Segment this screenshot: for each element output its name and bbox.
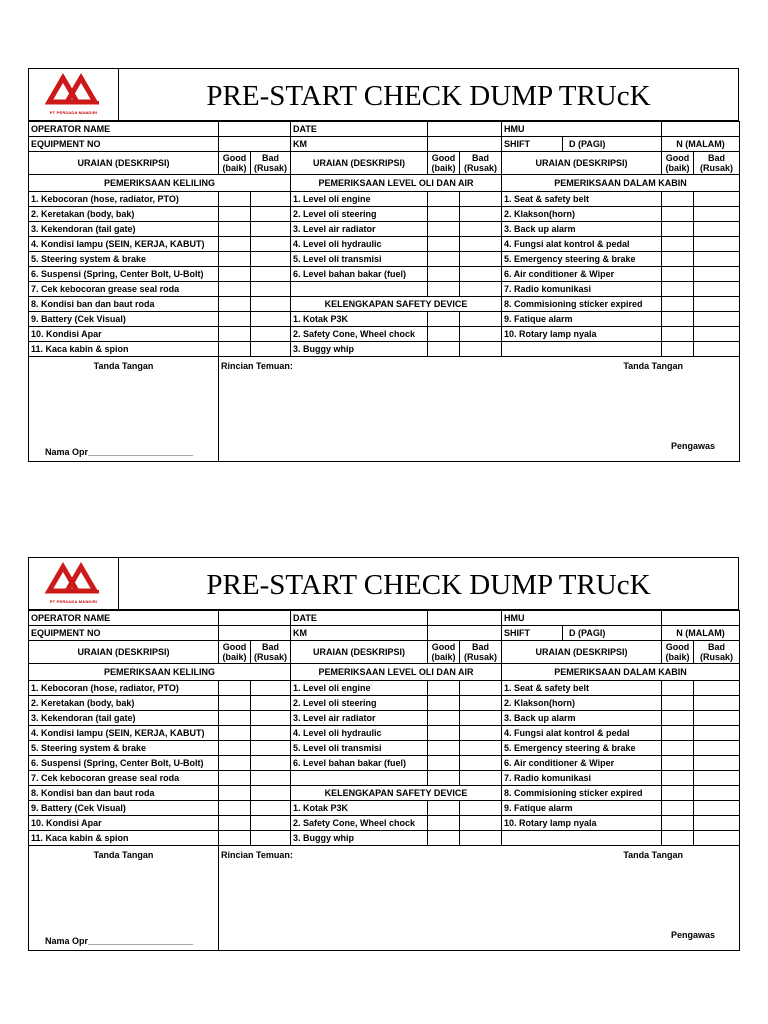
keliling-bad-checkbox[interactable] [251, 192, 291, 207]
logo-text: PT PERSADA MANDIRI [49, 110, 98, 115]
keliling-item-label: 8. Kondisi ban dan baut roda [29, 297, 219, 312]
safety-good-checkbox[interactable] [428, 327, 460, 342]
bad-header-3: Bad (Rusak) [694, 641, 740, 664]
good-header-2: Good (baik) [428, 641, 460, 664]
level-oli-bad-checkbox[interactable] [460, 726, 502, 741]
uraian-header-3: URAIAN (DESKRIPSI) [502, 641, 662, 664]
level-oli-good-checkbox[interactable] [428, 711, 460, 726]
dalam-kabin-item-label: 2. Klakson(horn) [502, 207, 662, 222]
dalam-kabin-item-label: 8. Commisioning sticker expired [502, 786, 662, 801]
keliling-bad-checkbox[interactable] [251, 282, 291, 297]
level-oli-item-label: 2. Level oli steering [291, 207, 428, 222]
level-oli-good-checkbox[interactable] [428, 222, 460, 237]
operator-signature-area[interactable] [29, 846, 219, 951]
keliling-bad-checkbox[interactable] [251, 696, 291, 711]
safety-item-label: 3. Buggy whip [291, 342, 428, 357]
dalam-kabin-good-checkbox[interactable] [662, 312, 694, 327]
keliling-item-label: 4. Kondisi lampu (SEIN, KERJA, KABUT) [29, 726, 219, 741]
operator-name-line: Nama Opr_____________________ [45, 447, 194, 457]
dalam-kabin-good-checkbox[interactable] [662, 192, 694, 207]
level-oli-item-label: 1. Level oli engine [291, 681, 428, 696]
findings-area[interactable] [219, 846, 740, 951]
safety-bad-checkbox[interactable] [460, 831, 502, 846]
dalam-kabin-bad-checkbox[interactable] [694, 801, 740, 816]
safety-good-checkbox[interactable] [428, 816, 460, 831]
operator-signature-area[interactable] [29, 357, 219, 462]
safety-good-checkbox[interactable] [428, 831, 460, 846]
keliling-bad-checkbox[interactable] [251, 267, 291, 282]
shift-night-option[interactable]: N (MALAM) [662, 137, 740, 152]
dalam-kabin-item-label: 8. Commisioning sticker expired [502, 297, 662, 312]
dalam-kabin-good-checkbox[interactable] [662, 681, 694, 696]
safety-item-label: 2. Safety Cone, Wheel chock [291, 816, 428, 831]
dalam-kabin-item-label: 7. Radio komunikasi [502, 282, 662, 297]
equipment-no-label: EQUIPMENT NO [29, 626, 219, 641]
section-title-dalam-kabin: PEMERIKSAAN DALAM KABIN [502, 664, 740, 681]
operator-name-label: OPERATOR NAME [29, 122, 219, 137]
shift-label: SHIFT [502, 137, 563, 151]
keliling-good-checkbox[interactable] [219, 192, 251, 207]
level-oli-bad-checkbox[interactable] [460, 252, 502, 267]
level-oli-bad-checkbox[interactable] [460, 741, 502, 756]
keliling-good-checkbox[interactable] [219, 831, 251, 846]
keliling-good-checkbox[interactable] [219, 696, 251, 711]
date-label: DATE [291, 122, 428, 137]
dalam-kabin-good-checkbox[interactable] [662, 786, 694, 801]
keliling-good-checkbox[interactable] [219, 282, 251, 297]
equipment-no-field[interactable] [219, 137, 291, 152]
level-oli-good-checkbox[interactable] [428, 237, 460, 252]
bad-header-2: Bad (Rusak) [460, 152, 502, 175]
supervisor-label: Pengawas [670, 441, 715, 451]
level-oli-item-label: 6. Level bahan bakar (fuel) [291, 267, 428, 282]
keliling-item-label: 9. Battery (Cek Visual) [29, 801, 219, 816]
hmu-label: HMU [502, 611, 662, 626]
findings-area[interactable] [219, 357, 740, 462]
findings-label: Rincian Temuan: [221, 361, 293, 371]
safety-item-label: 3. Buggy whip [291, 831, 428, 846]
dalam-kabin-bad-checkbox[interactable] [694, 726, 740, 741]
keliling-good-checkbox[interactable] [219, 312, 251, 327]
operator-signature-label: Tanda Tangan [93, 850, 154, 860]
level-oli-empty-bad [460, 282, 502, 297]
section-title-keliling: PEMERIKSAAN KELILING [29, 175, 291, 192]
dalam-kabin-bad-checkbox[interactable] [694, 756, 740, 771]
level-oli-bad-checkbox[interactable] [460, 237, 502, 252]
dalam-kabin-empty-bad [694, 342, 740, 357]
dalam-kabin-bad-checkbox[interactable] [694, 786, 740, 801]
dalam-kabin-good-checkbox[interactable] [662, 771, 694, 786]
level-oli-bad-checkbox[interactable] [460, 711, 502, 726]
level-oli-bad-checkbox[interactable] [460, 756, 502, 771]
safety-bad-checkbox[interactable] [460, 342, 502, 357]
uraian-header-2: URAIAN (DESKRIPSI) [291, 152, 428, 175]
keliling-item-label: 2. Keretakan (body, bak) [29, 696, 219, 711]
keliling-good-checkbox[interactable] [219, 741, 251, 756]
form-header [28, 557, 739, 610]
dalam-kabin-bad-checkbox[interactable] [694, 816, 740, 831]
keliling-item-label: 6. Suspensi (Spring, Center Bolt, U-Bolt) [29, 267, 219, 282]
keliling-good-checkbox[interactable] [219, 681, 251, 696]
dalam-kabin-item-label: 5. Emergency steering & brake [502, 252, 662, 267]
safety-item-label: 1. Kotak P3K [291, 801, 428, 816]
shift-cell [502, 137, 662, 152]
keliling-bad-checkbox[interactable] [251, 297, 291, 312]
company-logo [29, 69, 119, 121]
keliling-good-checkbox[interactable] [219, 222, 251, 237]
keliling-bad-checkbox[interactable] [251, 312, 291, 327]
dalam-kabin-empty-row [502, 342, 662, 357]
keliling-item-label: 11. Kaca kabin & spion [29, 831, 219, 846]
uraian-header-1: URAIAN (DESKRIPSI) [29, 152, 219, 175]
dalam-kabin-item-label: 10. Rotary lamp nyala [502, 816, 662, 831]
dalam-kabin-bad-checkbox[interactable] [694, 252, 740, 267]
keliling-bad-checkbox[interactable] [251, 726, 291, 741]
keliling-bad-checkbox[interactable] [251, 741, 291, 756]
dalam-kabin-bad-checkbox[interactable] [694, 711, 740, 726]
keliling-good-checkbox[interactable] [219, 756, 251, 771]
dalam-kabin-good-checkbox[interactable] [662, 696, 694, 711]
dalam-kabin-item-label: 1. Seat & safety belt [502, 681, 662, 696]
keliling-item-label: 10. Kondisi Apar [29, 816, 219, 831]
dalam-kabin-item-label: 4. Fungsi alat kontrol & pedal [502, 726, 662, 741]
safety-bad-checkbox[interactable] [460, 312, 502, 327]
keliling-bad-checkbox[interactable] [251, 237, 291, 252]
dalam-kabin-item-label: 3. Back up alarm [502, 711, 662, 726]
dalam-kabin-bad-checkbox[interactable] [694, 282, 740, 297]
keliling-item-label: 2. Keretakan (body, bak) [29, 207, 219, 222]
km-field[interactable] [428, 137, 502, 152]
shift-day-option[interactable]: D (PAGI) [569, 139, 606, 149]
operator-name-field[interactable] [219, 611, 291, 626]
uraian-header-2: URAIAN (DESKRIPSI) [291, 641, 428, 664]
shift-label: SHIFT [502, 626, 563, 640]
dalam-kabin-good-checkbox[interactable] [662, 282, 694, 297]
supervisor-signature-label: Tanda Tangan [623, 361, 683, 371]
dalam-kabin-item-label: 1. Seat & safety belt [502, 192, 662, 207]
operator-name-field[interactable] [219, 122, 291, 137]
dalam-kabin-empty-bad [694, 831, 740, 846]
dalam-kabin-bad-checkbox[interactable] [694, 327, 740, 342]
good-header-2: Good (baik) [428, 152, 460, 175]
dalam-kabin-item-label: 2. Klakson(horn) [502, 696, 662, 711]
level-oli-item-label: 6. Level bahan bakar (fuel) [291, 756, 428, 771]
safety-bad-checkbox[interactable] [460, 801, 502, 816]
level-oli-good-checkbox[interactable] [428, 756, 460, 771]
date-field[interactable] [428, 611, 502, 626]
safety-item-label: 1. Kotak P3K [291, 312, 428, 327]
keliling-bad-checkbox[interactable] [251, 816, 291, 831]
dalam-kabin-good-checkbox[interactable] [662, 252, 694, 267]
keliling-bad-checkbox[interactable] [251, 756, 291, 771]
keliling-bad-checkbox[interactable] [251, 831, 291, 846]
dalam-kabin-bad-checkbox[interactable] [694, 312, 740, 327]
keliling-good-checkbox[interactable] [219, 801, 251, 816]
keliling-good-checkbox[interactable] [219, 327, 251, 342]
form-header [28, 68, 739, 121]
keliling-item-label: 9. Battery (Cek Visual) [29, 312, 219, 327]
safety-item-label: 2. Safety Cone, Wheel chock [291, 327, 428, 342]
dalam-kabin-item-label: 6. Air conditioner & Wiper [502, 267, 662, 282]
keliling-item-label: 1. Kebocoran (hose, radiator, PTO) [29, 192, 219, 207]
level-oli-item-label: 5. Level oli transmisi [291, 741, 428, 756]
safety-good-checkbox[interactable] [428, 801, 460, 816]
level-oli-item-label: 4. Level oli hydraulic [291, 237, 428, 252]
dalam-kabin-good-checkbox[interactable] [662, 222, 694, 237]
shift-day-option[interactable]: D (PAGI) [569, 628, 606, 638]
keliling-good-checkbox[interactable] [219, 711, 251, 726]
checklist-items [29, 681, 740, 846]
level-oli-good-checkbox[interactable] [428, 696, 460, 711]
level-oli-bad-checkbox[interactable] [460, 267, 502, 282]
safety-good-checkbox[interactable] [428, 312, 460, 327]
section-title-safety-device: KELENGKAPAN SAFETY DEVICE [291, 297, 502, 312]
dalam-kabin-bad-checkbox[interactable] [694, 741, 740, 756]
hmu-field[interactable] [662, 611, 740, 626]
dalam-kabin-bad-checkbox[interactable] [694, 771, 740, 786]
level-oli-good-checkbox[interactable] [428, 252, 460, 267]
dalam-kabin-bad-checkbox[interactable] [694, 207, 740, 222]
level-oli-item-label: 4. Level oli hydraulic [291, 726, 428, 741]
equipment-no-field[interactable] [219, 626, 291, 641]
checklist-form-2 [28, 557, 739, 951]
level-oli-empty-good [428, 771, 460, 786]
form-body [28, 610, 740, 951]
keliling-good-checkbox[interactable] [219, 786, 251, 801]
form-body [28, 121, 740, 462]
section-title-safety-device: KELENGKAPAN SAFETY DEVICE [291, 786, 502, 801]
keliling-good-checkbox[interactable] [219, 342, 251, 357]
date-label: DATE [291, 611, 428, 626]
supervisor-signature-label: Tanda Tangan [623, 850, 683, 860]
keliling-item-label: 7. Cek kebocoran grease seal roda [29, 771, 219, 786]
keliling-bad-checkbox[interactable] [251, 327, 291, 342]
keliling-item-label: 6. Suspensi (Spring, Center Bolt, U-Bolt) [29, 756, 219, 771]
level-oli-item-label: 5. Level oli transmisi [291, 252, 428, 267]
dalam-kabin-item-label: 5. Emergency steering & brake [502, 741, 662, 756]
dalam-kabin-good-checkbox[interactable] [662, 327, 694, 342]
dalam-kabin-good-checkbox[interactable] [662, 711, 694, 726]
level-oli-bad-checkbox[interactable] [460, 192, 502, 207]
level-oli-bad-checkbox[interactable] [460, 681, 502, 696]
operator-name-line: Nama Opr_____________________ [45, 936, 194, 946]
good-header-1: Good (baik) [219, 641, 251, 664]
form-title: PRE-START CHECK DUMP TRUcK [119, 558, 739, 610]
dalam-kabin-item-label: 6. Air conditioner & Wiper [502, 756, 662, 771]
uraian-header-1: URAIAN (DESKRIPSI) [29, 641, 219, 664]
km-field[interactable] [428, 626, 502, 641]
section-title-dalam-kabin: PEMERIKSAAN DALAM KABIN [502, 175, 740, 192]
bad-header-1: Bad (Rusak) [251, 152, 291, 175]
keliling-bad-checkbox[interactable] [251, 222, 291, 237]
operator-name-label: OPERATOR NAME [29, 611, 219, 626]
section-title-level-oli: PEMERIKSAAN LEVEL OLI DAN AIR [291, 664, 502, 681]
keliling-item-label: 8. Kondisi ban dan baut roda [29, 786, 219, 801]
level-oli-empty-row [291, 282, 428, 297]
level-oli-empty-row [291, 771, 428, 786]
keliling-good-checkbox[interactable] [219, 267, 251, 282]
shift-night-option[interactable]: N (MALAM) [662, 626, 740, 641]
keliling-bad-checkbox[interactable] [251, 711, 291, 726]
dalam-kabin-empty-row [502, 831, 662, 846]
keliling-item-label: 4. Kondisi lampu (SEIN, KERJA, KABUT) [29, 237, 219, 252]
date-field[interactable] [428, 122, 502, 137]
level-oli-good-checkbox[interactable] [428, 741, 460, 756]
level-oli-good-checkbox[interactable] [428, 681, 460, 696]
level-oli-empty-good [428, 282, 460, 297]
dalam-kabin-good-checkbox[interactable] [662, 207, 694, 222]
level-oli-good-checkbox[interactable] [428, 207, 460, 222]
logo-triangles-icon [45, 561, 103, 595]
level-oli-item-label: 3. Level air radiator [291, 711, 428, 726]
keliling-bad-checkbox[interactable] [251, 207, 291, 222]
keliling-good-checkbox[interactable] [219, 252, 251, 267]
keliling-item-label: 10. Kondisi Apar [29, 327, 219, 342]
dalam-kabin-item-label: 9. Fatique alarm [502, 312, 662, 327]
dalam-kabin-good-checkbox[interactable] [662, 267, 694, 282]
keliling-item-label: 3. Kekendoran (tail gate) [29, 711, 219, 726]
keliling-item-label: 1. Kebocoran (hose, radiator, PTO) [29, 681, 219, 696]
dalam-kabin-bad-checkbox[interactable] [694, 222, 740, 237]
level-oli-item-label: 3. Level air radiator [291, 222, 428, 237]
keliling-item-label: 3. Kekendoran (tail gate) [29, 222, 219, 237]
level-oli-empty-bad [460, 771, 502, 786]
level-oli-bad-checkbox[interactable] [460, 222, 502, 237]
shift-cell [502, 626, 662, 641]
good-header-1: Good (baik) [219, 152, 251, 175]
keliling-good-checkbox[interactable] [219, 726, 251, 741]
safety-good-checkbox[interactable] [428, 342, 460, 357]
level-oli-good-checkbox[interactable] [428, 192, 460, 207]
keliling-bad-checkbox[interactable] [251, 771, 291, 786]
dalam-kabin-item-label: 7. Radio komunikasi [502, 771, 662, 786]
dalam-kabin-item-label: 4. Fungsi alat kontrol & pedal [502, 237, 662, 252]
dalam-kabin-good-checkbox[interactable] [662, 297, 694, 312]
hmu-field[interactable] [662, 122, 740, 137]
safety-bad-checkbox[interactable] [460, 327, 502, 342]
keliling-good-checkbox[interactable] [219, 816, 251, 831]
uraian-header-3: URAIAN (DESKRIPSI) [502, 152, 662, 175]
dalam-kabin-empty-good [662, 831, 694, 846]
bad-header-3: Bad (Rusak) [694, 152, 740, 175]
keliling-item-label: 7. Cek kebocoran grease seal roda [29, 282, 219, 297]
keliling-bad-checkbox[interactable] [251, 801, 291, 816]
level-oli-item-label: 2. Level oli steering [291, 696, 428, 711]
dalam-kabin-good-checkbox[interactable] [662, 741, 694, 756]
keliling-bad-checkbox[interactable] [251, 252, 291, 267]
checklist-items [29, 192, 740, 357]
dalam-kabin-item-label: 9. Fatique alarm [502, 801, 662, 816]
level-oli-good-checkbox[interactable] [428, 267, 460, 282]
dalam-kabin-bad-checkbox[interactable] [694, 696, 740, 711]
level-oli-bad-checkbox[interactable] [460, 696, 502, 711]
company-logo [29, 558, 119, 610]
dalam-kabin-good-checkbox[interactable] [662, 756, 694, 771]
bad-header-1: Bad (Rusak) [251, 641, 291, 664]
dalam-kabin-good-checkbox[interactable] [662, 726, 694, 741]
keliling-bad-checkbox[interactable] [251, 681, 291, 696]
logo-triangles-icon [45, 72, 103, 106]
keliling-bad-checkbox[interactable] [251, 786, 291, 801]
km-label: KM [291, 137, 428, 152]
level-oli-bad-checkbox[interactable] [460, 207, 502, 222]
section-title-keliling: PEMERIKSAAN KELILING [29, 664, 291, 681]
dalam-kabin-item-label: 10. Rotary lamp nyala [502, 327, 662, 342]
good-header-3: Good (baik) [662, 152, 694, 175]
keliling-good-checkbox[interactable] [219, 297, 251, 312]
keliling-good-checkbox[interactable] [219, 237, 251, 252]
hmu-label: HMU [502, 122, 662, 137]
level-oli-item-label: 1. Level oli engine [291, 192, 428, 207]
dalam-kabin-bad-checkbox[interactable] [694, 681, 740, 696]
dalam-kabin-bad-checkbox[interactable] [694, 192, 740, 207]
keliling-item-label: 5. Steering system & brake [29, 741, 219, 756]
equipment-no-label: EQUIPMENT NO [29, 137, 219, 152]
keliling-good-checkbox[interactable] [219, 207, 251, 222]
keliling-item-label: 11. Kaca kabin & spion [29, 342, 219, 357]
dalam-kabin-bad-checkbox[interactable] [694, 237, 740, 252]
dalam-kabin-good-checkbox[interactable] [662, 816, 694, 831]
dalam-kabin-bad-checkbox[interactable] [694, 267, 740, 282]
findings-label: Rincian Temuan: [221, 850, 293, 860]
keliling-good-checkbox[interactable] [219, 771, 251, 786]
logo-text: PT PERSADA MANDIRI [49, 599, 98, 604]
section-title-level-oli: PEMERIKSAAN LEVEL OLI DAN AIR [291, 175, 502, 192]
dalam-kabin-bad-checkbox[interactable] [694, 297, 740, 312]
dalam-kabin-empty-good [662, 342, 694, 357]
level-oli-good-checkbox[interactable] [428, 726, 460, 741]
safety-bad-checkbox[interactable] [460, 816, 502, 831]
bad-header-2: Bad (Rusak) [460, 641, 502, 664]
supervisor-label: Pengawas [670, 930, 715, 940]
operator-signature-label: Tanda Tangan [93, 361, 154, 371]
dalam-kabin-good-checkbox[interactable] [662, 801, 694, 816]
good-header-3: Good (baik) [662, 641, 694, 664]
dalam-kabin-good-checkbox[interactable] [662, 237, 694, 252]
keliling-item-label: 5. Steering system & brake [29, 252, 219, 267]
form-title: PRE-START CHECK DUMP TRUcK [119, 69, 739, 121]
keliling-bad-checkbox[interactable] [251, 342, 291, 357]
checklist-form-1 [28, 68, 739, 462]
dalam-kabin-item-label: 3. Back up alarm [502, 222, 662, 237]
km-label: KM [291, 626, 428, 641]
